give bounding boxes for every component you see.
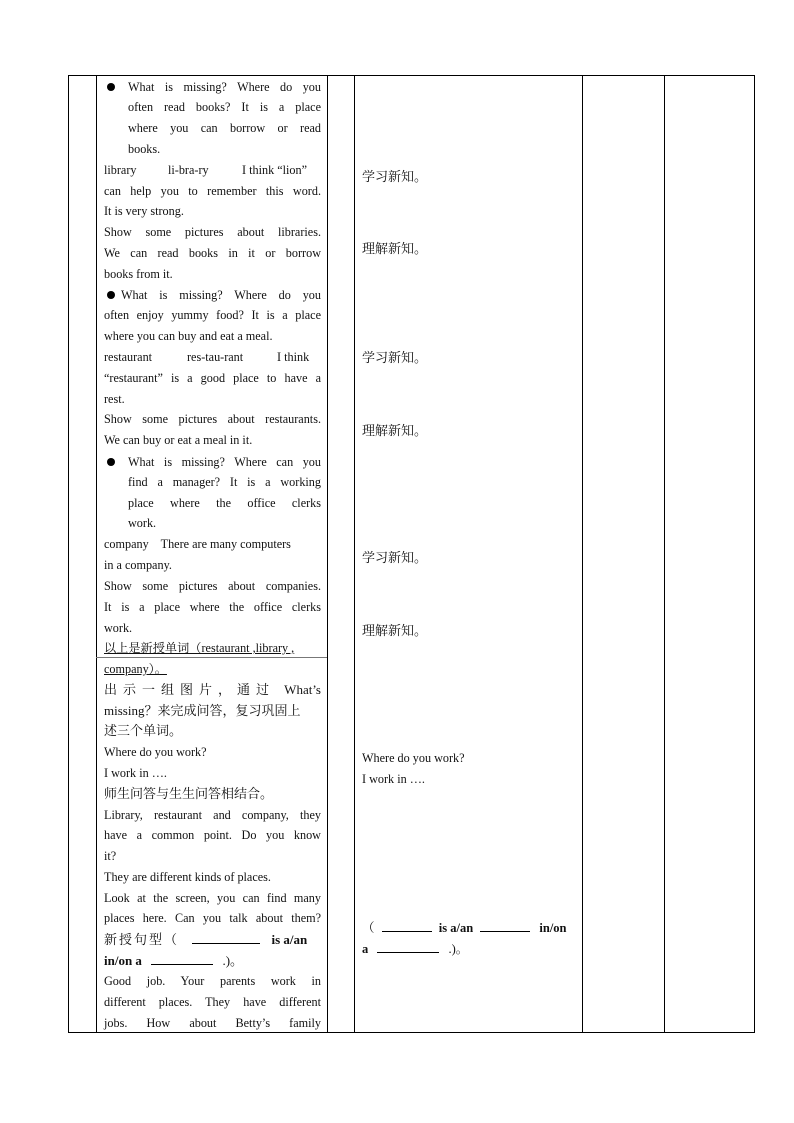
student-note: 学习新知。	[362, 350, 428, 365]
text-line: different places. They have different	[104, 995, 321, 1009]
text-line: Look at the screen, you can find many	[104, 891, 321, 905]
vocab-syllables: li-bra-ry	[168, 163, 209, 177]
bullet-icon	[107, 291, 115, 299]
text-line: often read books? It is a place	[128, 100, 321, 114]
student-note: 学习新知。	[362, 550, 428, 565]
bullet-icon	[107, 458, 115, 466]
text-line: What is missing? Where can you	[128, 455, 321, 469]
text-line: missing？来完成问答，复习巩固上	[104, 703, 301, 718]
pattern-in-on-a: in/on a	[104, 953, 142, 968]
fill-blank	[151, 952, 213, 965]
text-line: places here. Can you talk about them?	[104, 911, 321, 925]
student-note: 学习新知。	[362, 169, 428, 184]
text-line: “restaurant” is a good place to have a	[104, 371, 321, 385]
text-line: It is very strong.	[104, 204, 184, 218]
text-line: We can buy or eat a meal in it.	[104, 433, 253, 447]
bullet-icon	[107, 83, 115, 91]
text-line: They are different kinds of places.	[104, 870, 271, 884]
student-qa: Where do you work?	[362, 751, 465, 765]
new-words-summary: 以上是新授单词（restaurant ,library ,	[104, 641, 295, 655]
text-line: find a manager? It is a working	[128, 475, 321, 489]
text-line: We can read books in it or borrow	[104, 246, 321, 260]
text-line: 出示一组图片，通过 What’s	[104, 682, 321, 697]
pattern-suffix: .)。	[448, 942, 469, 956]
text-line: often enjoy yummy food? It is a place	[104, 308, 321, 322]
text-line: work.	[104, 621, 133, 635]
text-line: 述三个单词。	[104, 723, 183, 738]
fill-blank	[377, 940, 439, 953]
text-line: What is missing? Where do you	[128, 80, 321, 94]
pattern-suffix: .)。	[222, 953, 244, 968]
text-line: work.	[128, 516, 157, 530]
student-qa: I work in ….	[362, 772, 425, 786]
text-line: Library, restaurant and company, they	[104, 808, 321, 822]
pattern-in-on: in/on	[539, 921, 567, 935]
vocab-word: restaurant	[104, 350, 153, 364]
student-note: 理解新知。	[362, 623, 428, 638]
text-line: where you can buy and eat a meal.	[104, 329, 273, 343]
column-border	[754, 75, 755, 1033]
new-words-summary: company）。	[104, 662, 167, 676]
text-line: Show some pictures about restaurants.	[104, 412, 321, 426]
vocab-word: library	[104, 163, 137, 177]
text-line: it?	[104, 849, 117, 863]
fill-blank	[480, 919, 530, 932]
text-line: company There are many computers	[104, 537, 291, 551]
sentence-pattern	[362, 939, 468, 960]
text-line: Show some pictures about companies.	[104, 579, 321, 593]
column-border	[68, 75, 69, 1033]
column-border	[96, 75, 97, 1033]
text-line: I think	[277, 350, 310, 364]
column-border	[664, 75, 665, 1033]
text-line: 师生问答与生生问答相结合。	[104, 786, 274, 801]
text-line: I work in ….	[104, 766, 167, 780]
vocab-syllables: res-tau-rant	[187, 350, 244, 364]
pattern-prefix: 新授句型（	[104, 932, 180, 947]
text-line: Good job. Your parents work in	[104, 974, 321, 988]
student-note: 理解新知。	[362, 241, 428, 256]
column-border	[582, 75, 583, 1033]
student-note: 理解新知。	[362, 423, 428, 438]
text-line: books.	[128, 142, 161, 156]
pattern-a: a	[362, 942, 369, 956]
fill-blank	[382, 919, 432, 932]
text-line: What is missing? Where do you	[121, 288, 321, 302]
column-border	[354, 75, 355, 1033]
text-line: have a common point. Do you know	[104, 828, 321, 842]
text-line: Where do you work?	[104, 745, 207, 759]
pattern-is-an: is a/an	[438, 921, 474, 935]
text-line: rest.	[104, 392, 125, 406]
table-top-border	[68, 75, 755, 76]
text-line: jobs. How about Betty’s family	[104, 1016, 321, 1030]
sentence-pattern	[362, 918, 567, 939]
text-line: place where the office clerks	[128, 496, 321, 510]
text-line: It is a place where the office clerks	[104, 600, 321, 614]
fill-blank	[192, 931, 260, 944]
sentence-pattern	[104, 951, 243, 972]
column-border	[327, 75, 328, 1033]
text-line: books from it.	[104, 267, 173, 281]
pattern-is-an: is a/an	[271, 932, 308, 947]
text-line: I think “lion”	[242, 163, 307, 177]
text-line: Show some pictures about libraries.	[104, 225, 321, 239]
text-line: can help you to remember this word.	[104, 184, 321, 198]
text-line: in a company.	[104, 558, 172, 572]
text-line: where you can borrow or read	[128, 121, 321, 135]
pattern-prefix: （	[362, 921, 375, 935]
sentence-pattern	[104, 930, 307, 951]
